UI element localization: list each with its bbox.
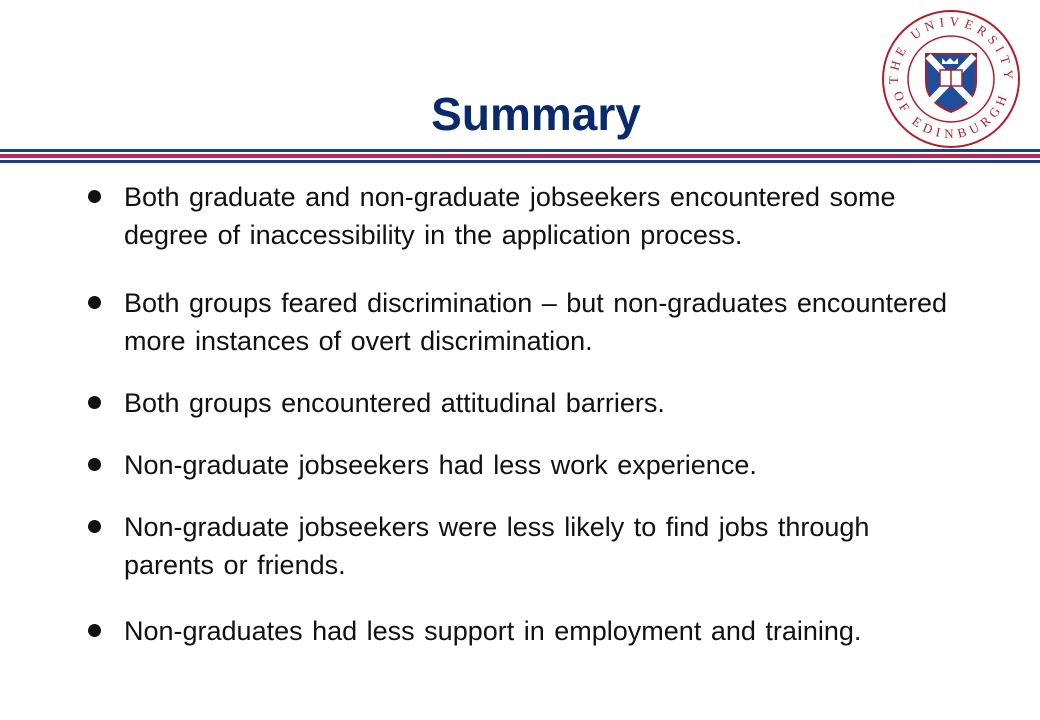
bullet-text: Non-graduate jobseekers had less work experience.: [124, 450, 757, 480]
list-item: [124, 508, 954, 584]
list-item: [124, 612, 954, 650]
slide-title: Summary: [431, 88, 641, 140]
crest-text-bottom: OF EDINBURGH: [890, 89, 1012, 142]
bullet-text: Non-graduate jobseekers were less likely to find jobs through parents or friends.: [124, 512, 870, 580]
bullet-dot-icon: [88, 396, 101, 409]
bullet-text: Non-graduates had less support in employment and training.: [124, 616, 862, 646]
list-item: [124, 446, 954, 484]
bullet-dot-icon: [88, 624, 101, 637]
crest-text-top: THE UNIVERSITY: [885, 13, 1017, 85]
list-item: [124, 284, 954, 360]
bullet-text: Both groups feared discrimination – but non-graduates encountered more instances of overt discrimination.: [124, 288, 948, 356]
bullet-dot-icon: [88, 296, 101, 309]
list-item: [124, 178, 954, 254]
bullet-dot-icon: [88, 520, 101, 533]
bullet-dot-icon: [88, 190, 101, 203]
bullet-dot-icon: [88, 458, 101, 471]
list-item: [124, 384, 954, 422]
bullet-text: Both groups encountered attitudinal barriers.: [124, 388, 665, 418]
bullet-text: Both graduate and non-graduate jobseekers encountered some degree of inaccessibility in the application process.: [124, 182, 896, 250]
